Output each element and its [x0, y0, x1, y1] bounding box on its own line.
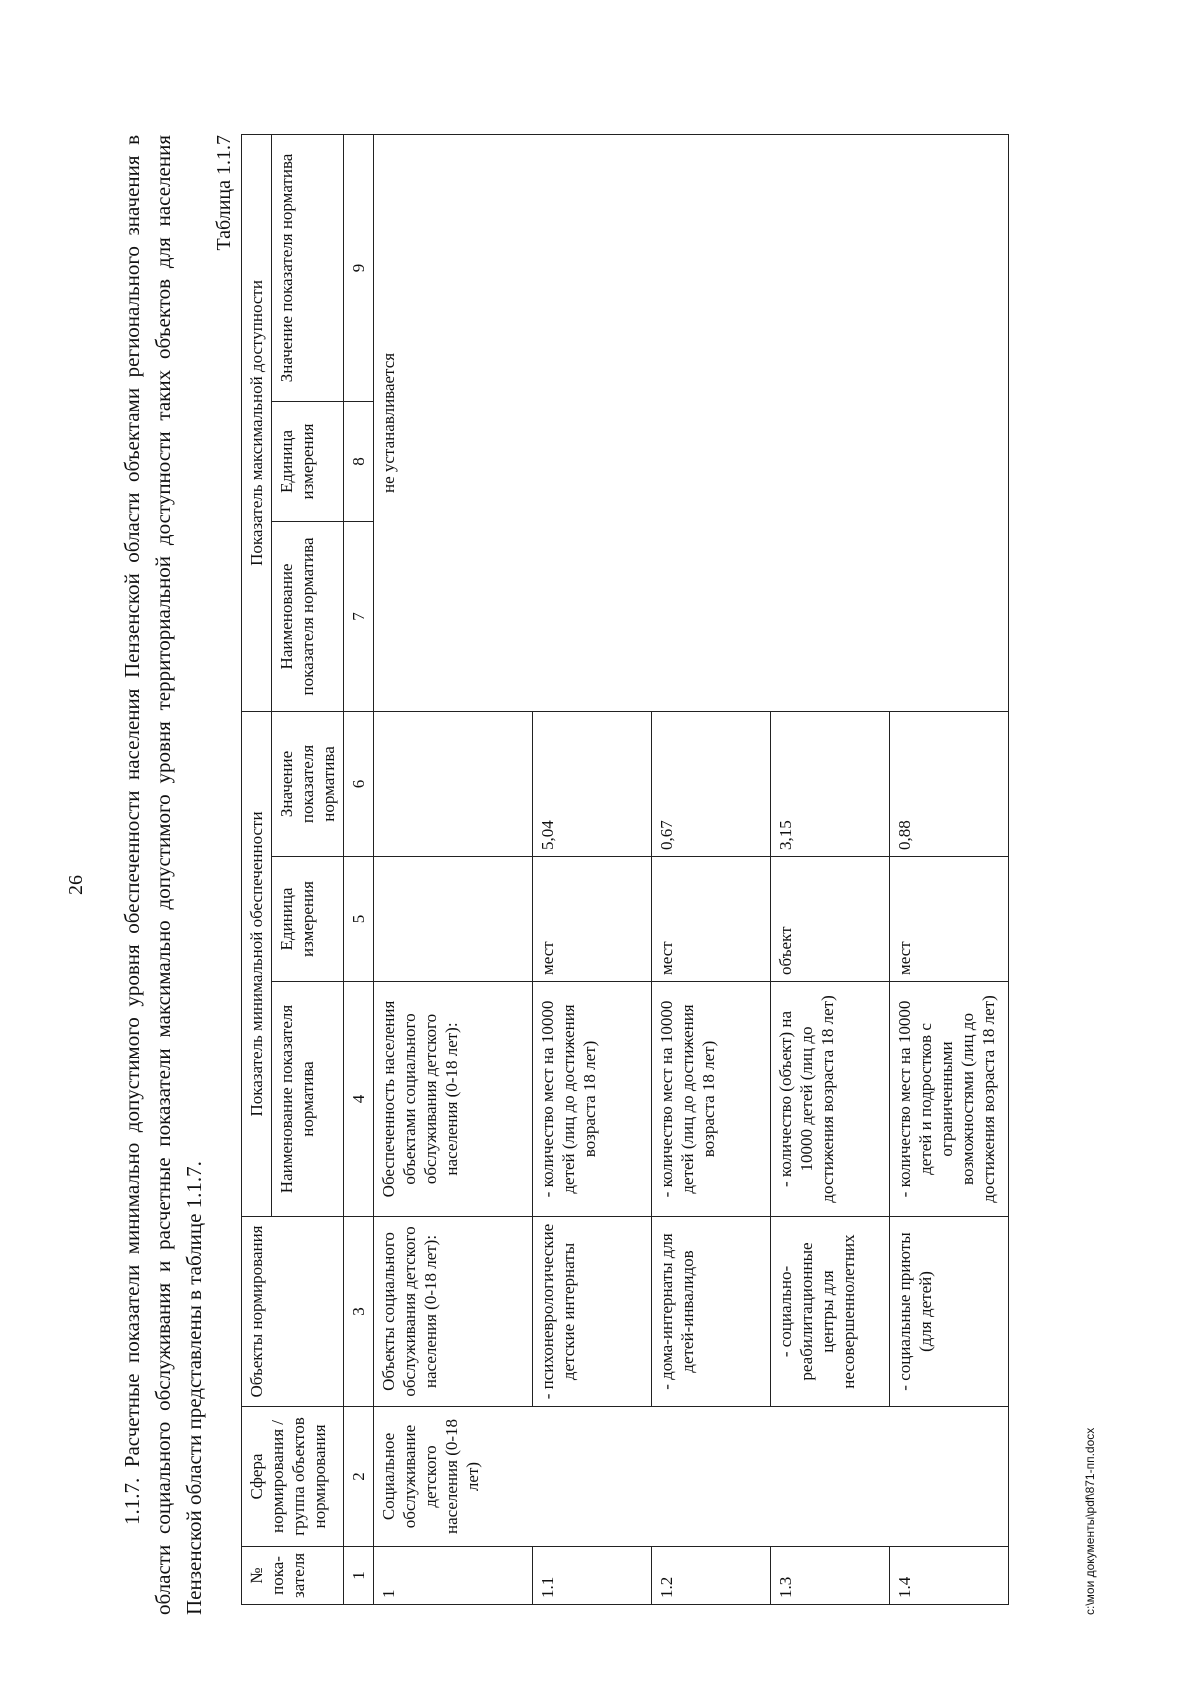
row-unit	[374, 857, 533, 982]
col-number: 1	[344, 1547, 374, 1605]
column-number-row	[344, 134, 374, 1604]
row-name: Обеспеченность населения объектами социального обслуживания детского населения (0-18 лет):	[374, 982, 533, 1217]
row-unit: объект	[771, 857, 890, 982]
section-heading-text: 1.1.7. Расчетные показатели минимально допустимого уровня обеспеченности населения Пензенской области объектами регионального значения в области социального обслуживания и расчетные показатели максимально допустимого уровня территориальной доступности таких объектов для населения Пензенской области представлены в таблице 1.1.7.	[120, 135, 206, 1615]
row-num: 1.1	[533, 1547, 652, 1605]
row-sphere: Социальное обслуживание детского населения (0-18 лет)	[374, 1407, 1009, 1547]
file-path-footer: c:\мои документы\pdf\871-пп.docx	[1083, 1427, 1097, 1615]
row-name: - количество мест на 10000 детей (лиц до достижения возраста 18 лет)	[533, 982, 652, 1217]
header-num: № пока-зателя	[242, 1547, 344, 1605]
row-value: 5,04	[533, 711, 652, 856]
row-num: 1.2	[652, 1547, 771, 1605]
page-number: 26	[65, 875, 87, 895]
col-number: 9	[344, 134, 374, 401]
row-name: - количество (объект) на 10000 детей (лиц до достижения возраста 18 лет)	[771, 982, 890, 1217]
row-unit: мест	[533, 857, 652, 982]
row-value: 0,67	[652, 711, 771, 856]
header-name: Наименование показателя норматива	[272, 982, 344, 1217]
header-unit: Единица измерения	[272, 857, 344, 982]
row-name: - количество мест на 10000 детей и подростков с ограниченными возможностями (лиц до достижения возраста 18 лет)	[890, 982, 1009, 1217]
row-num: 1.4	[890, 1547, 1009, 1605]
table-caption: Таблица 1.1.7	[213, 135, 235, 251]
row-objects: Объекты социального обслуживания детского населения (0-18 лет):	[374, 1217, 533, 1407]
col-number: 5	[344, 857, 374, 982]
header-value: Значение показателя норматива	[272, 711, 344, 856]
col-number: 8	[344, 401, 374, 521]
header-objects: Объекты нормирования	[242, 1217, 344, 1407]
header-sphere: Сфера нормирования / группа объектов нормирования	[242, 1407, 344, 1547]
header-max-group: Показатель максимальной доступности	[242, 134, 272, 711]
document-page	[55, 135, 1115, 1615]
header-max-unit: Единица измерения	[272, 401, 344, 521]
row-value: 0,88	[890, 711, 1009, 856]
col-number: 2	[344, 1407, 374, 1547]
col-number: 6	[344, 711, 374, 856]
norms-table	[241, 134, 1009, 1605]
col-number: 4	[344, 982, 374, 1217]
header-max-name: Наименование показателя норматива	[272, 521, 344, 711]
col-number: 3	[344, 1217, 374, 1407]
row-unit: мест	[652, 857, 771, 982]
row-name: - количество мест на 10000 детей (лиц до достижения возраста 18 лет)	[652, 982, 771, 1217]
row-objects: - социально-реабилитационные центры для несовершеннолетних	[771, 1217, 890, 1407]
row-value	[374, 711, 533, 856]
row-unit: мест	[890, 857, 1009, 982]
table-row	[374, 134, 533, 1604]
row-num: 1	[374, 1547, 533, 1605]
max-accessibility-note: не устанавливается	[374, 134, 1009, 711]
header-max-value: Значение показателя норматива	[272, 134, 344, 401]
header-min-group: Показатель минимальной обеспеченности	[242, 711, 272, 1216]
header-row-1	[242, 134, 272, 1604]
row-objects: - психоневрологические детские интернаты	[533, 1217, 652, 1407]
row-value: 3,15	[771, 711, 890, 856]
row-objects: - социальные приюты (для детей)	[890, 1217, 1009, 1407]
row-objects: - дома-интернаты для детей-инвалидов	[652, 1217, 771, 1407]
row-num: 1.3	[771, 1547, 890, 1605]
section-heading	[117, 135, 210, 1615]
col-number: 7	[344, 521, 374, 711]
